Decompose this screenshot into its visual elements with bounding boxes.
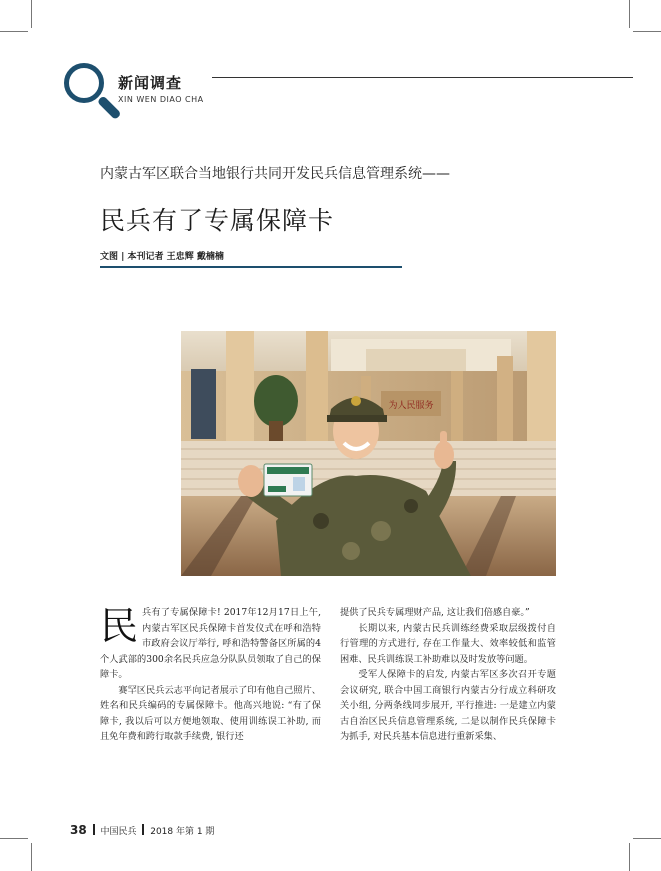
drop-cap: 民 bbox=[100, 604, 139, 648]
issue-label: 2018 年第 1 期 bbox=[150, 827, 215, 837]
crop-mark bbox=[633, 31, 661, 32]
crop-mark bbox=[629, 0, 630, 28]
crop-mark bbox=[0, 31, 28, 32]
right-column bbox=[340, 605, 556, 745]
wall-sign: 为人民服务 bbox=[388, 401, 434, 411]
section-subtitle: XIN WEN DIAO CHA bbox=[118, 95, 204, 104]
magazine-name: 中国民兵 bbox=[100, 827, 137, 837]
article-kicker: 内蒙古军区联合当地银行共同开发民兵信息管理系统—— bbox=[100, 166, 450, 182]
left-column bbox=[100, 605, 321, 745]
section-title: 新闻调查 bbox=[118, 74, 183, 92]
crop-mark bbox=[31, 0, 32, 28]
crop-mark bbox=[633, 838, 661, 839]
byline-divider bbox=[100, 266, 402, 268]
page-number: 38 bbox=[70, 823, 87, 837]
article-photo bbox=[181, 331, 556, 576]
footer-separator bbox=[93, 824, 95, 835]
crop-mark bbox=[31, 843, 32, 871]
article-headline: 民兵有了专属保障卡 bbox=[100, 206, 335, 235]
paragraph bbox=[100, 605, 321, 683]
section-divider bbox=[212, 77, 633, 78]
article-byline: 文图 | 本刊记者 王忠辉 戴楠楠 bbox=[100, 252, 224, 262]
paragraph: 长期以来, 内蒙古民兵训练经费采取层级拨付自行管理的方式进行, 存在工作量大、效率较低和监管困难、民兵训练误工补助难以及时发放等问题。 bbox=[340, 622, 556, 665]
paragraph: 赛罕区民兵云志平向记者展示了印有他自己照片、姓名和民兵编码的专属保障卡。他高兴地说: “有了保障卡, 我以后可以方便地领取、使用训练误工补助, 而且免年费和跨行取款手续费, 银行还 bbox=[100, 684, 321, 742]
paragraph: 受军人保障卡的启发, 内蒙古军区多次召开专题会议研究, 联合中国工商银行内蒙古分行成立科研攻关小组, 分两条线同步展开, 平行推进: 一是建立内蒙古自治区民兵信息管理系统, 二是以制作民兵保障卡为抓手, 对民兵基本信息进行重新采集、 bbox=[340, 669, 556, 742]
crop-mark bbox=[0, 838, 28, 839]
magnifier-icon bbox=[64, 63, 104, 103]
footer-separator bbox=[142, 824, 144, 835]
crop-mark bbox=[629, 843, 630, 871]
page-footer bbox=[70, 823, 214, 837]
paragraph: 提供了民兵专属理财产品, 这让我们倍感自豪。” bbox=[340, 607, 530, 618]
paragraph-text: 兵有了专属保障卡! 2017年12月17日上午,内蒙古军区民兵保障卡首发仪式在呼和浩特市政府会议厅举行, 呼和浩特警备区所属的4个人武部的300余名民兵应急分队队员领取了自己的保障卡。 bbox=[100, 607, 321, 680]
